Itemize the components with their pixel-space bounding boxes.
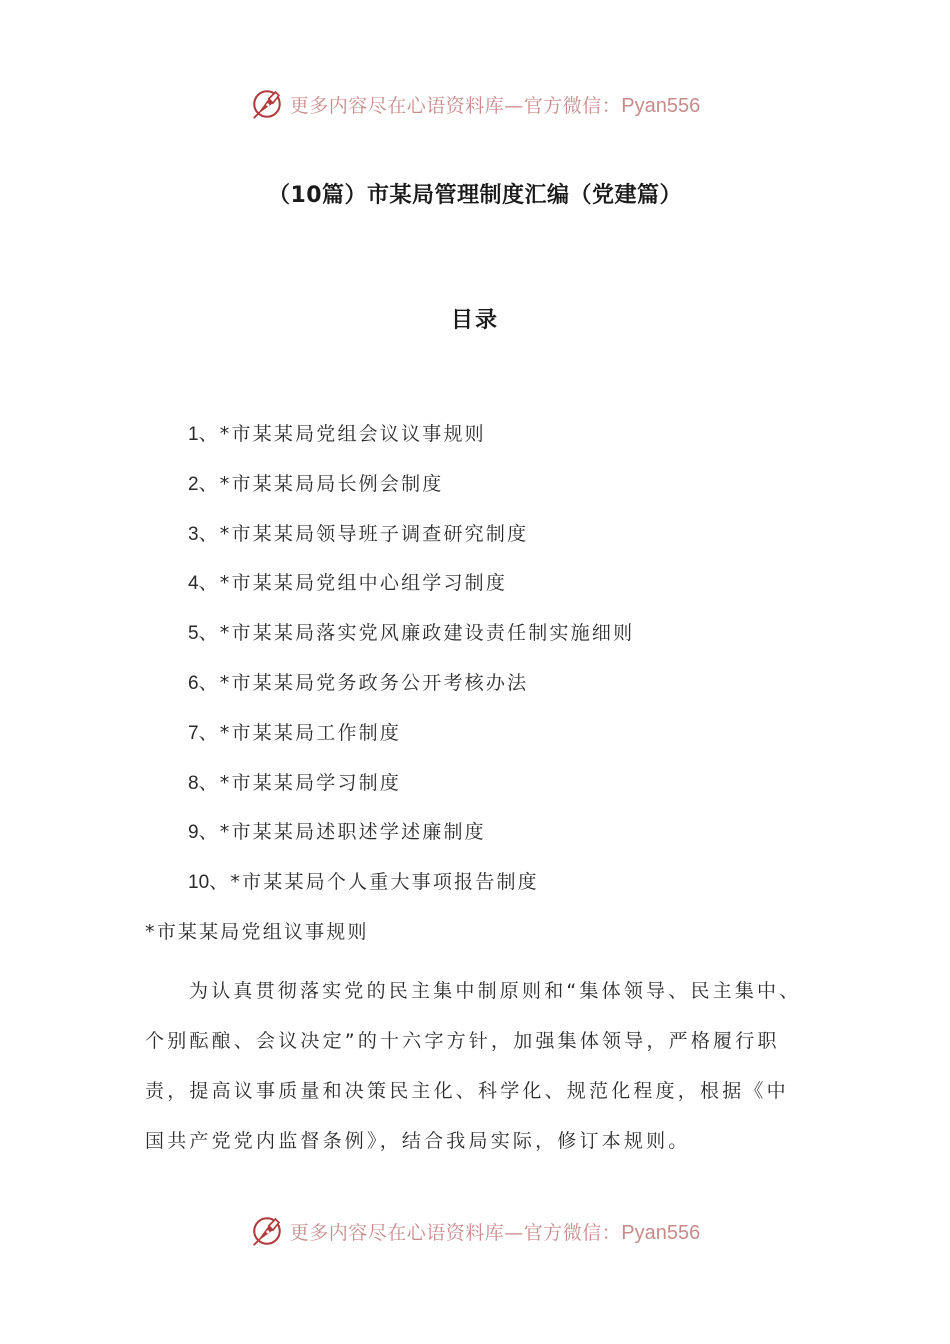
body-paragraph (145, 966, 835, 1166)
toc-item-number: 5 (188, 623, 199, 645)
paragraph-line: 个别酝酿、会议决定”的十六字方针，加强集体领导，严格履行职 (145, 1030, 780, 1052)
toc-item-number: 3 (188, 523, 199, 545)
toc-item-number: 6 (188, 672, 199, 694)
toc-item-number: 1 (188, 424, 199, 445)
toc-item-separator: 、 (198, 771, 220, 794)
toc-item-label: *市某某局党组会议议事规则 (219, 423, 486, 445)
toc-item-number: 4 (188, 573, 199, 595)
toc-item-number: 7 (188, 722, 199, 744)
paragraph-line: 责，提高议事质量和决策民主化、科学化、规范化程度，根据《中 (145, 1080, 789, 1102)
toc-item-separator: 、 (209, 871, 231, 894)
document-title: （10篇）市某局管理制度汇编（党建篇） (267, 183, 683, 208)
toc-item-label: *市某某局学习制度 (219, 771, 402, 794)
toc-item-label: *市某某局党组中心组学习制度 (219, 572, 508, 595)
toc-item-separator: 、 (198, 423, 220, 445)
watermark-text: 更多内容尽在心语资料库—官方微信：Pyan556 (289, 1221, 701, 1244)
toc-item-label: *市某某局党务政务公开考核办法 (219, 671, 529, 694)
toc-item (188, 470, 634, 520)
toc-heading: 目录 (450, 308, 499, 333)
toc-item-label: *市某某局述职述学述廉制度 (219, 821, 486, 844)
toc-item (188, 868, 634, 918)
toc-item-label: *市某某局个人重大事项报告制度 (230, 871, 539, 894)
toc-item (188, 818, 634, 868)
toc-item-number: 2 (188, 473, 199, 495)
section-title: *市某某局党组议事规则 (145, 921, 369, 943)
watermark-wechat-id: Pyan556 (621, 1221, 701, 1244)
toc-item-separator: 、 (198, 721, 220, 744)
toc-item-separator: 、 (198, 821, 220, 844)
toc-item-label: *市某某局工作制度 (219, 721, 402, 744)
toc-item (188, 420, 634, 470)
header-watermark (0, 84, 950, 124)
toc-item (188, 520, 634, 570)
footer-watermark (0, 1211, 950, 1251)
watermark-content (250, 1214, 700, 1248)
toc-item (188, 569, 634, 619)
watermark-content (250, 87, 700, 121)
watermark-text: 更多内容尽在心语资料库—官方微信：Pyan556 (289, 94, 701, 117)
toc-item (188, 769, 634, 819)
toc-item-number: 10 (188, 872, 210, 894)
pen-nib-logo-icon (250, 87, 284, 121)
toc-item (188, 619, 634, 669)
toc-item-number: 8 (188, 772, 199, 794)
toc-item-label: *市某某局落实党风廉政建设责任制实施细则 (219, 622, 635, 645)
toc-item-separator: 、 (198, 472, 220, 495)
paragraph-line: 为认真贯彻落实党的民主集中制原则和“集体领导、民主集中、 (189, 980, 802, 1002)
toc-item-separator: 、 (198, 671, 220, 694)
paragraph-line: 国共产党党内监督条例》，结合我局实际，修订本规则。 (145, 1130, 691, 1152)
toc-item (188, 669, 634, 719)
toc-item-separator: 、 (198, 572, 220, 595)
toc-item-label: *市某某局领导班子调查研究制度 (219, 522, 529, 545)
toc-item-number: 9 (188, 822, 199, 844)
pen-nib-logo-icon (250, 1214, 284, 1248)
toc-item-separator: 、 (198, 522, 220, 545)
toc-item-separator: 、 (198, 622, 220, 645)
table-of-contents (188, 420, 634, 918)
watermark-wechat-id: Pyan556 (621, 94, 701, 117)
toc-item (188, 719, 634, 769)
toc-item-label: *市某某局局长例会制度 (219, 472, 444, 495)
